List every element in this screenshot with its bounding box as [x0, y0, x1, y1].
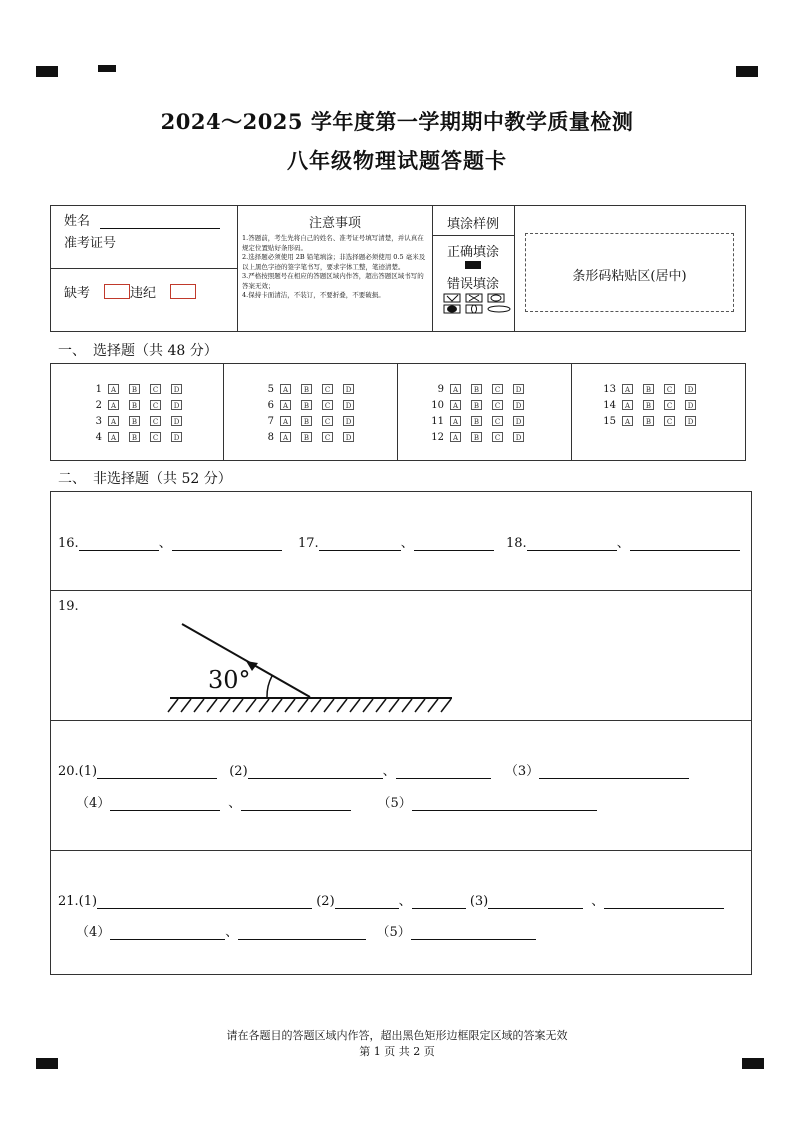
mc-option-bubble[interactable]: D: [171, 400, 182, 410]
mc-option-bubble[interactable]: A: [108, 384, 119, 394]
exam-title: 2024～2025 学年度第一学期期中教学质量检测: [160, 109, 634, 134]
mc-option-bubble[interactable]: B: [643, 416, 654, 426]
mc-question-row: [600, 382, 706, 396]
mc-option-bubble[interactable]: A: [108, 400, 119, 410]
mc-option-bubble[interactable]: A: [450, 432, 461, 442]
mc-option-bubble[interactable]: D: [171, 384, 182, 394]
mc-option-bubble[interactable]: A: [280, 384, 291, 394]
q17-number: 17.: [298, 536, 319, 551]
mc-option-bubble[interactable]: B: [129, 400, 140, 410]
q20-box: [50, 720, 752, 851]
mc-question-row: [428, 414, 534, 428]
mc-option-bubble[interactable]: B: [301, 384, 312, 394]
footer-note: 请在各题目的答题区域内作答，超出黑色矩形边框限定区域的答案无效: [226, 1029, 568, 1042]
q21-box: [50, 850, 752, 975]
sample-title: 填涂样例: [446, 217, 499, 232]
mc-question-row: [258, 414, 364, 428]
q20-blank-2b[interactable]: [396, 764, 491, 779]
mc-option-bubble[interactable]: A: [280, 400, 291, 410]
mc-option-bubble[interactable]: B: [643, 400, 654, 410]
q21-blank-2a[interactable]: [335, 894, 399, 909]
mc-option-bubble[interactable]: A: [622, 416, 633, 426]
mc-question-row: [428, 430, 534, 444]
mc-question-number: 8: [267, 431, 274, 443]
corner-mark-top-left-small: [98, 65, 116, 72]
mc-option-bubble[interactable]: A: [108, 416, 119, 426]
q19-angle-label: 30°: [208, 666, 251, 694]
separator: 、: [398, 894, 412, 909]
mc-question-number: 4: [95, 431, 102, 443]
q21-blank-5[interactable]: [411, 925, 536, 940]
q21-blank-1[interactable]: [97, 894, 312, 909]
q20-blank-2a[interactable]: [248, 764, 383, 779]
q21-blank-4b[interactable]: [238, 925, 366, 940]
mc-question-row: [86, 382, 192, 396]
q20-part1: 20.(1): [58, 764, 98, 779]
q19-figure[interactable]: [160, 615, 460, 715]
mc-option-bubble[interactable]: B: [129, 432, 140, 442]
mc-option-bubble[interactable]: D: [513, 416, 524, 426]
mc-question-row: [86, 430, 192, 444]
mc-option-bubble[interactable]: B: [471, 400, 482, 410]
mc-option-bubble[interactable]: C: [150, 384, 161, 394]
mc-option-bubble[interactable]: B: [301, 400, 312, 410]
mc-option-bubble[interactable]: D: [343, 400, 354, 410]
name-field[interactable]: [64, 210, 220, 229]
mc-question-number: 11: [431, 415, 444, 427]
corner-mark-bottom-left: [36, 1058, 58, 1069]
q21-part1: 21.(1): [58, 894, 98, 909]
mc-option-bubble[interactable]: A: [450, 416, 461, 426]
violation-label: 违纪: [130, 286, 157, 301]
mc-option-bubble[interactable]: C: [664, 400, 675, 410]
mc-question-row: [86, 398, 192, 412]
corner-mark-top-left: [36, 66, 58, 77]
q21-part4: （4）: [76, 925, 111, 940]
q20-part4: （4）: [76, 796, 111, 811]
mc-question-row: [600, 398, 706, 412]
mc-question-number: 2: [95, 399, 102, 411]
q18-number: 18.: [506, 536, 527, 551]
mc-option-bubble[interactable]: A: [622, 384, 633, 394]
q21-blank-3a[interactable]: [488, 894, 583, 909]
mc-option-bubble[interactable]: C: [322, 400, 333, 410]
mc-option-bubble[interactable]: D: [685, 400, 696, 410]
note-4: 4.保持卡面清洁，不装订，不要折叠，不要破损。: [242, 291, 385, 299]
mc-option-bubble[interactable]: C: [492, 432, 503, 442]
mc-option-bubble[interactable]: D: [513, 384, 524, 394]
mc-question-number: 10: [431, 399, 444, 411]
mc-question-number: 13: [603, 383, 616, 395]
note-3: 3.严格按照题号在相应的答题区域内作答，超出答题区域书写的答案无效；: [242, 272, 424, 290]
section2-title: 二、 非选择题（共 52 分）: [58, 471, 232, 487]
q21-blank-3b[interactable]: [604, 894, 724, 909]
mc-option-bubble[interactable]: A: [280, 432, 291, 442]
q18-blank-1[interactable]: [527, 536, 617, 551]
corner-mark-bottom-right: [742, 1058, 764, 1069]
q16-blank-2[interactable]: [172, 536, 282, 551]
name-line[interactable]: [100, 214, 220, 229]
q18-blank-2[interactable]: [630, 536, 740, 551]
q21-row1: [58, 890, 724, 909]
mc-question-number: 14: [603, 399, 616, 411]
mc-option-bubble[interactable]: C: [322, 432, 333, 442]
mc-option-bubble[interactable]: D: [513, 432, 524, 442]
mc-option-bubble[interactable]: D: [343, 432, 354, 442]
name-label: 姓名: [64, 214, 91, 229]
q20-blank-1[interactable]: [97, 764, 217, 779]
mc-option-bubble[interactable]: C: [150, 432, 161, 442]
correct-fill-sample: [465, 261, 481, 269]
id-label: 准考证号: [64, 236, 117, 251]
mc-question-number: 7: [267, 415, 274, 427]
q16-blank-1[interactable]: [79, 536, 159, 551]
mc-question-row: [258, 398, 364, 412]
mc-option-bubble[interactable]: B: [129, 416, 140, 426]
section1-title: 一、 选择题（共 48 分）: [58, 343, 218, 359]
separator: 、: [228, 796, 242, 811]
absent-box[interactable]: [104, 284, 130, 299]
wrong-label: 错误填涂: [446, 277, 499, 292]
q21-part3: (3): [469, 894, 489, 909]
mc-option-bubble[interactable]: A: [450, 384, 461, 394]
note-2: 2.选择题必须使用 2B 铅笔填涂；非选择题必须使用 0.5 毫米及以上黑色字迹的签字笔书写，要求字体工整，笔迹清楚。: [242, 253, 426, 271]
mc-option-bubble[interactable]: C: [492, 416, 503, 426]
card-title: 八年级物理试题答题卡: [287, 148, 507, 173]
q20-blank-4b[interactable]: [241, 796, 351, 811]
q20-blank-5[interactable]: [412, 796, 597, 811]
mc-option-bubble[interactable]: B: [129, 384, 140, 394]
q20-row1: [58, 760, 689, 779]
q21-blank-2b[interactable]: [412, 894, 466, 909]
mc-option-bubble[interactable]: A: [280, 416, 291, 426]
mc-option-bubble[interactable]: A: [108, 432, 119, 442]
separator: 、: [591, 894, 605, 909]
mc-question-number: 3: [95, 415, 102, 427]
mc-option-bubble[interactable]: B: [471, 432, 482, 442]
mc-question-number: 5: [267, 383, 274, 395]
mc-option-bubble[interactable]: C: [150, 416, 161, 426]
mc-question-row: [428, 398, 534, 412]
q16-number: 16.: [58, 536, 79, 551]
q20-part2: (2): [229, 764, 248, 779]
mc-option-bubble[interactable]: C: [492, 384, 503, 394]
notes-panel: [242, 212, 428, 301]
q16-row: [58, 532, 282, 551]
mc-question-row: [86, 414, 192, 428]
page-number: 第 1 页 共 2 页: [359, 1045, 435, 1058]
mc-option-bubble[interactable]: D: [343, 384, 354, 394]
corner-mark-top-right: [736, 66, 758, 77]
mc-option-bubble[interactable]: D: [685, 384, 696, 394]
mc-question-row: [258, 382, 364, 396]
mc-option-bubble[interactable]: A: [622, 400, 633, 410]
mc-question-number: 6: [267, 399, 274, 411]
mc-question-number: 1: [95, 383, 102, 395]
mc-option-bubble[interactable]: B: [301, 432, 312, 442]
q20-blank-4a[interactable]: [110, 796, 220, 811]
mc-question-number: 9: [437, 383, 444, 395]
mc-option-bubble[interactable]: D: [171, 416, 182, 426]
mc-option-bubble[interactable]: A: [450, 400, 461, 410]
q19-number: 19.: [58, 599, 79, 614]
mc-option-bubble[interactable]: C: [322, 416, 333, 426]
q21-blank-4a[interactable]: [110, 925, 225, 940]
mc-question-number: 15: [603, 415, 616, 427]
mc-option-bubble[interactable]: D: [685, 416, 696, 426]
q17-blank-1[interactable]: [319, 536, 401, 551]
wrong-fill-samples: [443, 292, 511, 316]
mc-option-bubble[interactable]: B: [471, 384, 482, 394]
q17-blank-2[interactable]: [414, 536, 494, 551]
q21-part2: (2): [316, 894, 335, 909]
violation-box[interactable]: [170, 284, 196, 299]
separator: 、: [158, 536, 172, 551]
separator: 、: [382, 764, 396, 779]
mc-question-number: 12: [431, 431, 444, 443]
q20-row2: [76, 792, 597, 811]
mc-option-bubble[interactable]: B: [471, 416, 482, 426]
mc-question-row: [258, 430, 364, 444]
mc-box: [50, 363, 746, 461]
mc-option-bubble[interactable]: C: [492, 400, 503, 410]
mc-question-row: [600, 414, 706, 428]
mc-option-bubble[interactable]: C: [664, 384, 675, 394]
barcode-label: 条形码粘贴区(居中): [572, 269, 687, 284]
q21-part5: （5）: [376, 925, 411, 940]
correct-label: 正确填涂: [446, 245, 499, 260]
q20-part3: （3）: [504, 764, 540, 779]
mc-option-bubble[interactable]: D: [171, 432, 182, 442]
separator: 、: [616, 536, 630, 551]
note-1: 1.答题前，考生先将自己的姓名、准考证号填写清楚，并认真在规定位置贴好条形码。: [242, 234, 424, 252]
mc-option-bubble[interactable]: B: [643, 384, 654, 394]
q21-row2: [76, 921, 536, 940]
mc-option-bubble[interactable]: C: [150, 400, 161, 410]
mc-option-bubble[interactable]: C: [664, 416, 675, 426]
separator: 、: [225, 925, 239, 940]
notes-title: 注意事项: [308, 216, 361, 231]
separator: 、: [400, 536, 414, 551]
mc-question-row: [428, 382, 534, 396]
mc-option-bubble[interactable]: B: [301, 416, 312, 426]
mc-option-bubble[interactable]: D: [513, 400, 524, 410]
q17-row: [298, 532, 494, 551]
absent-label: 缺考: [64, 286, 91, 301]
mc-option-bubble[interactable]: D: [343, 416, 354, 426]
mc-option-bubble[interactable]: C: [322, 384, 333, 394]
q20-blank-3[interactable]: [539, 764, 689, 779]
q18-row: [506, 532, 740, 551]
q20-part5: （5）: [377, 796, 412, 811]
